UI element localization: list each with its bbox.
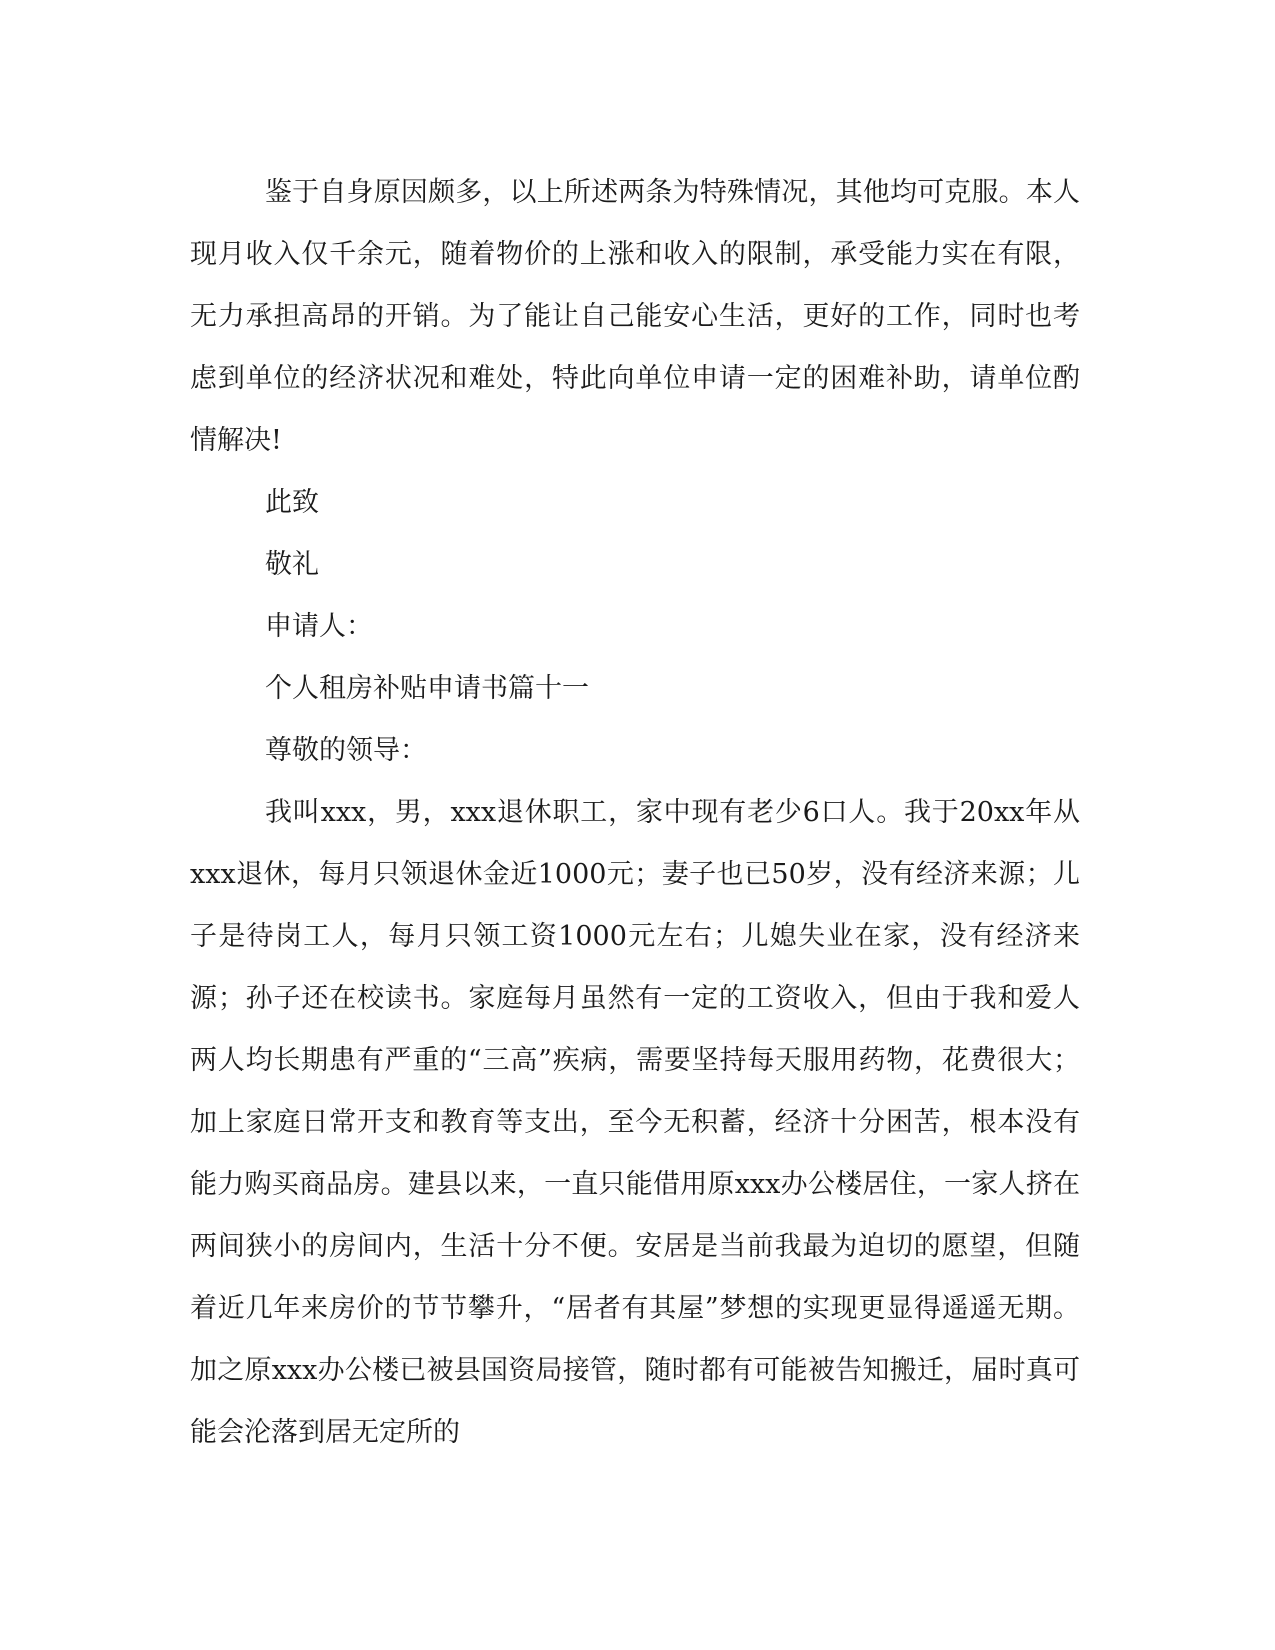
closing-greeting: 此致: [265, 487, 319, 518]
section-title: 个人租房补贴申请书篇十一: [265, 673, 589, 704]
closing-salute: 敬礼: [265, 549, 319, 580]
paragraph-hardship-reasons: 鉴于自身原因颇多，以上所述两条为特殊情况，其他均可克服。本人现月收入仅千余元，随着物价的上涨和收入的限制，承受能力实在有限，无力承担高昂的开销。为了能让自己能安心生活，更好的工作，同时也考虑到单位的经济状况和难处，特此向单位申请一定的困难补助，请单位酌情解决!: [190, 177, 1080, 456]
document-body: [190, 162, 1080, 1464]
paragraph-family-situation: 我叫xxx，男，xxx退休职工，家中现有老少6口人。我于20xx年从xxx退休，每月只领退休金近1000元；妻子也已50岁，没有经济来源；儿子是待岗工人，每月只领工资1000元左右；儿媳失业在家，没有经济来源；孙子还在校读书。家庭每月虽然有一定的工资收入，但由于我和爱人两人均长期患有严重的“三高”疾病，需要坚持每天服用药物，花费很大；加上家庭日常开支和教育等支出，至今无积蓄，经济十分困苦，根本没有能力购买商品房。建县以来，一直只能借用原xxx办公楼居住，一家人挤在两间狭小的房间内，生活十分不便。安居是当前我最为迫切的愿望，但随着近几年来房价的节节攀升，“居者有其屋”梦想的实现更显得遥遥无期。加之原xxx办公楼已被县国资局接管，随时都有可能被告知搬迁，届时真可能会沦落到居无定所的: [190, 797, 1080, 1448]
applicant-label: 申请人：: [265, 611, 373, 642]
salutation: 尊敬的领导：: [265, 735, 427, 766]
